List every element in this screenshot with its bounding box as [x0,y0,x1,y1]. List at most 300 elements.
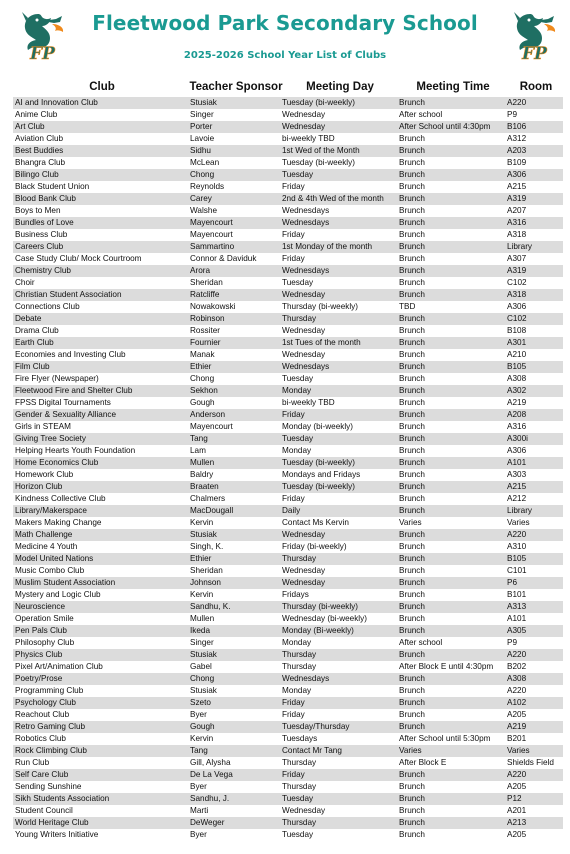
club-name-cell: Home Economics Club [13,457,188,469]
club-name-cell: Bhangra Club [13,157,188,169]
meeting-time-cell: Brunch [397,709,505,721]
meeting-day-cell: Thursday [280,781,397,793]
column-header-club: Club [89,81,115,93]
teacher-sponsor-cell: Rossiter [188,325,280,337]
club-name-cell: Poetry/Prose [13,673,188,685]
room-cell: A312 [505,133,563,145]
club-name-cell: Sikh Students Association [13,793,188,805]
table-row [13,145,563,157]
table-row [13,661,563,673]
table-row [13,781,563,793]
table-row [13,193,563,205]
room-cell: A318 [505,289,563,301]
meeting-time-cell: Varies [397,745,505,757]
club-name-cell: Fire Flyer (Newspaper) [13,373,188,385]
club-name-cell: Art Club [13,121,188,133]
meeting-time-cell: Brunch [397,373,505,385]
meeting-time-cell: Brunch [397,433,505,445]
teacher-sponsor-cell: Anderson [188,409,280,421]
table-row [13,493,563,505]
teacher-sponsor-cell: Sheridan [188,565,280,577]
room-cell: A215 [505,181,563,193]
room-cell: B101 [505,589,563,601]
meeting-day-cell: 2nd & 4th Wed of the month [280,193,397,205]
table-row [13,361,563,373]
club-name-cell: Bilingo Club [13,169,188,181]
meeting-day-cell: 1st Monday of the month [280,241,397,253]
meeting-time-cell: Brunch [397,97,505,109]
table-row [13,577,563,589]
meeting-time-cell: Brunch [397,649,505,661]
teacher-sponsor-cell: Sandhu, J. [188,793,280,805]
svg-text:FP: FP [30,44,55,62]
room-cell: A203 [505,145,563,157]
room-cell: C102 [505,277,563,289]
meeting-day-cell: Tuesday (bi-weekly) [280,457,397,469]
table-row [13,325,563,337]
table-row [13,709,563,721]
club-name-cell: Young Writers Initiative [13,829,188,841]
table-row [13,481,563,493]
teacher-sponsor-cell: Mullen [188,613,280,625]
table-row [13,637,563,649]
meeting-time-cell: Brunch [397,529,505,541]
meeting-time-cell: Brunch [397,793,505,805]
meeting-day-cell: Friday [280,769,397,781]
meeting-time-cell: Brunch [397,157,505,169]
meeting-time-cell: Brunch [397,145,505,157]
club-name-cell: Fleetwood Fire and Shelter Club [13,385,188,397]
svg-text:FP: FP [522,44,547,62]
club-name-cell: Muslim Student Association [13,577,188,589]
table-row [13,565,563,577]
table-row [13,385,563,397]
room-cell: A220 [505,769,563,781]
club-name-cell: Boys to Men [13,205,188,217]
meeting-time-cell: Brunch [397,241,505,253]
meeting-time-cell: Brunch [397,409,505,421]
meeting-time-cell: After School until 4:30pm [397,121,505,133]
meeting-day-cell: Tuesday (bi-weekly) [280,97,397,109]
meeting-day-cell: Monday [280,385,397,397]
meeting-time-cell: Brunch [397,325,505,337]
teacher-sponsor-cell: Gough [188,397,280,409]
teacher-sponsor-cell: Mayencourt [188,421,280,433]
meeting-day-cell: Monday (bi-weekly) [280,421,397,433]
table-row [13,397,563,409]
teacher-sponsor-cell: Chong [188,673,280,685]
room-cell: A220 [505,529,563,541]
table-row [13,337,563,349]
room-cell: A318 [505,229,563,241]
meeting-day-cell: Wednesday [280,349,397,361]
room-cell: A306 [505,169,563,181]
meeting-day-cell: Wednesdays [280,217,397,229]
meeting-day-cell: 1st Wed of the Month [280,145,397,157]
meeting-time-cell: Brunch [397,565,505,577]
meeting-time-cell: Brunch [397,685,505,697]
room-cell: A220 [505,649,563,661]
teacher-sponsor-cell: Kervin [188,733,280,745]
room-cell: A316 [505,421,563,433]
club-name-cell: Debate [13,313,188,325]
meeting-time-cell: Brunch [397,817,505,829]
meeting-day-cell: Tuesday (bi-weekly) [280,157,397,169]
room-cell: A306 [505,445,563,457]
meeting-time-cell: Brunch [397,805,505,817]
meeting-day-cell: Wednesday [280,805,397,817]
club-name-cell: Helping Hearts Youth Foundation [13,445,188,457]
teacher-sponsor-cell: Stusiak [188,685,280,697]
teacher-sponsor-cell: McLean [188,157,280,169]
teacher-sponsor-cell: Nowakowski [188,301,280,313]
teacher-sponsor-cell: Sheridan [188,277,280,289]
meeting-time-cell: Brunch [397,829,505,841]
meeting-time-cell: Brunch [397,385,505,397]
page-subtitle: 2025-2026 School Year List of Clubs [183,50,387,61]
room-cell: B105 [505,361,563,373]
meeting-day-cell: Wednesdays [280,361,397,373]
column-header-day: Meeting Day [306,81,374,93]
club-name-cell: Drama Club [13,325,188,337]
teacher-sponsor-cell: Byer [188,829,280,841]
meeting-time-cell: After school [397,109,505,121]
meeting-day-cell: bi-weekly TBD [280,133,397,145]
club-name-cell: Black Student Union [13,181,188,193]
club-name-cell: Reachout Club [13,709,188,721]
teacher-sponsor-cell: Lavoie [188,133,280,145]
club-name-cell: Math Challenge [13,529,188,541]
table-row [13,589,563,601]
room-cell: A305 [505,625,563,637]
room-cell: A302 [505,385,563,397]
table-row [13,601,563,613]
meeting-day-cell: Thursday (bi-weekly) [280,601,397,613]
meeting-day-cell: Thursday [280,553,397,565]
table-row [13,181,563,193]
meeting-time-cell: Brunch [397,313,505,325]
room-cell: P6 [505,577,563,589]
teacher-sponsor-cell: Chong [188,373,280,385]
club-name-cell: Self Care Club [13,769,188,781]
teacher-sponsor-cell: Johnson [188,577,280,589]
meeting-time-cell: Brunch [397,577,505,589]
room-cell: A205 [505,709,563,721]
table-row [13,301,563,313]
teacher-sponsor-cell: Baldry [188,469,280,481]
club-name-cell: Retro Gaming Club [13,721,188,733]
meeting-time-cell: Brunch [397,181,505,193]
teacher-sponsor-cell: Gill, Alysha [188,757,280,769]
teacher-sponsor-cell: Sandhu, K. [188,601,280,613]
meeting-day-cell: Monday [280,445,397,457]
room-cell: Varies [505,745,563,757]
meeting-time-cell: Brunch [397,445,505,457]
table-row [13,289,563,301]
club-name-cell: Christian Student Association [13,289,188,301]
meeting-time-cell: Brunch [397,253,505,265]
table-row [13,277,563,289]
teacher-sponsor-cell: Szeto [188,697,280,709]
table-row [13,97,563,109]
room-cell: A306 [505,301,563,313]
table-row [13,505,563,517]
room-cell: A301 [505,337,563,349]
table-row [13,409,563,421]
room-cell: A101 [505,457,563,469]
meeting-day-cell: Monday [280,685,397,697]
table-row [13,349,563,361]
meeting-day-cell: Daily [280,505,397,517]
meeting-day-cell: Friday [280,697,397,709]
room-cell: A319 [505,193,563,205]
club-name-cell: Student Council [13,805,188,817]
meeting-day-cell: Wednesday [280,289,397,301]
room-cell: Library [505,241,563,253]
meeting-time-cell: Brunch [397,397,505,409]
club-name-cell: Programming Club [13,685,188,697]
meeting-time-cell: Brunch [397,289,505,301]
meeting-day-cell: Tuesday/Thursday [280,721,397,733]
column-header-time: Meeting Time [416,81,490,93]
room-cell: B105 [505,553,563,565]
meeting-time-cell: Brunch [397,541,505,553]
club-name-cell: Sending Sunshine [13,781,188,793]
teacher-sponsor-cell: Fournier [188,337,280,349]
table-row [13,205,563,217]
meeting-day-cell: Friday (bi-weekly) [280,541,397,553]
meeting-day-cell: Tuesday [280,433,397,445]
club-name-cell: Choir [13,277,188,289]
teacher-sponsor-cell: Mayencourt [188,217,280,229]
club-name-cell: Psychology Club [13,697,188,709]
meeting-day-cell: Friday [280,181,397,193]
room-cell: B202 [505,661,563,673]
room-cell: A210 [505,349,563,361]
room-cell: A316 [505,217,563,229]
teacher-sponsor-cell: Byer [188,781,280,793]
teacher-sponsor-cell: Porter [188,121,280,133]
table-row [13,721,563,733]
room-cell: A215 [505,481,563,493]
club-name-cell: Pen Pals Club [13,625,188,637]
meeting-time-cell: Brunch [397,493,505,505]
room-cell: A212 [505,493,563,505]
table-row [13,265,563,277]
club-name-cell: Girls in STEAM [13,421,188,433]
meeting-day-cell: Tuesday [280,169,397,181]
meeting-day-cell: Wednesday [280,325,397,337]
room-cell: A220 [505,685,563,697]
meeting-time-cell: Brunch [397,505,505,517]
teacher-sponsor-cell: Ikeda [188,625,280,637]
club-name-cell: Bundles of Love [13,217,188,229]
meeting-day-cell: 1st Tues of the month [280,337,397,349]
table-row [13,217,563,229]
teacher-sponsor-cell: Ratcliffe [188,289,280,301]
room-cell: B201 [505,733,563,745]
room-cell: Varies [505,517,563,529]
meeting-day-cell: Tuesday [280,373,397,385]
table-row [13,313,563,325]
meeting-time-cell: Brunch [397,337,505,349]
meeting-day-cell: Thursday [280,757,397,769]
club-name-cell: Economies and Investing Club [13,349,188,361]
teacher-sponsor-cell: Reynolds [188,181,280,193]
room-cell: A205 [505,829,563,841]
meeting-day-cell: Friday [280,253,397,265]
meeting-day-cell: Contact Ms Kervin [280,517,397,529]
meeting-time-cell: Varies [397,517,505,529]
meeting-day-cell: Thursday [280,817,397,829]
teacher-sponsor-cell: Connor & Daviduk [188,253,280,265]
meeting-day-cell: Tuesday [280,829,397,841]
room-cell: A308 [505,373,563,385]
meeting-time-cell: After Block E [397,757,505,769]
table-row [13,121,563,133]
room-cell: A313 [505,601,563,613]
teacher-sponsor-cell: Mullen [188,457,280,469]
meeting-day-cell: Friday [280,709,397,721]
teacher-sponsor-cell: MacDougall [188,505,280,517]
table-row [13,613,563,625]
table-row [13,229,563,241]
club-name-cell: Philosophy Club [13,637,188,649]
meeting-time-cell: Brunch [397,361,505,373]
column-header-sponsor: Teacher Sponsor [189,81,283,93]
room-cell: A308 [505,673,563,685]
table-row [13,433,563,445]
table-row [13,541,563,553]
meeting-time-cell: Brunch [397,673,505,685]
table-row [13,169,563,181]
meeting-day-cell: Friday [280,493,397,505]
table-row [13,517,563,529]
table-row [13,253,563,265]
club-name-cell: Chemistry Club [13,265,188,277]
teacher-sponsor-cell: Marti [188,805,280,817]
meeting-day-cell: Wednesday [280,529,397,541]
room-cell: A220 [505,97,563,109]
meeting-time-cell: After school [397,637,505,649]
club-name-cell: Robotics Club [13,733,188,745]
room-cell: P9 [505,109,563,121]
teacher-sponsor-cell: Singer [188,109,280,121]
club-name-cell: Model United Nations [13,553,188,565]
teacher-sponsor-cell: Mayencourt [188,229,280,241]
club-name-cell: Anime Club [13,109,188,121]
club-name-cell: Connections Club [13,301,188,313]
meeting-time-cell: Brunch [397,721,505,733]
club-name-cell: Giving Tree Society [13,433,188,445]
table-row [13,793,563,805]
club-name-cell: Music Combo Club [13,565,188,577]
room-cell: A207 [505,205,563,217]
meeting-time-cell: Brunch [397,589,505,601]
teacher-sponsor-cell: Braaten [188,481,280,493]
meeting-day-cell: Thursday [280,313,397,325]
teacher-sponsor-cell: Kervin [188,589,280,601]
meeting-time-cell: Brunch [397,421,505,433]
table-row [13,421,563,433]
club-name-cell: Blood Bank Club [13,193,188,205]
teacher-sponsor-cell: DeWeger [188,817,280,829]
meeting-time-cell: Brunch [397,349,505,361]
table-row [13,133,563,145]
club-name-cell: World Heritage Club [13,817,188,829]
table-row [13,733,563,745]
teacher-sponsor-cell: Chalmers [188,493,280,505]
room-cell: A300i [505,433,563,445]
club-name-cell: Run Club [13,757,188,769]
meeting-day-cell: Friday [280,229,397,241]
teacher-sponsor-cell: Kervin [188,517,280,529]
teacher-sponsor-cell: Singh, K. [188,541,280,553]
meeting-time-cell: Brunch [397,625,505,637]
room-cell: Shields Field [505,757,563,769]
teacher-sponsor-cell: Sidhu [188,145,280,157]
page-title: Fleetwood Park Secondary School [92,11,478,35]
club-name-cell: Gender & Sexuality Alliance [13,409,188,421]
teacher-sponsor-cell: Carey [188,193,280,205]
table-row [13,769,563,781]
teacher-sponsor-cell: Byer [188,709,280,721]
club-name-cell: Medicine 4 Youth [13,541,188,553]
meeting-day-cell: Wednesdays [280,265,397,277]
meeting-time-cell: After School until 5:30pm [397,733,505,745]
room-cell: A307 [505,253,563,265]
meeting-day-cell: Mondays and Fridays [280,469,397,481]
meeting-time-cell: Brunch [397,277,505,289]
meeting-day-cell: Thursday (bi-weekly) [280,301,397,313]
table-row [13,553,563,565]
meeting-time-cell: Brunch [397,601,505,613]
table-row [13,157,563,169]
club-name-cell: Makers Making Change [13,517,188,529]
meeting-time-cell: Brunch [397,553,505,565]
room-cell: B108 [505,325,563,337]
meeting-day-cell: Tuesday [280,793,397,805]
teacher-sponsor-cell: Stusiak [188,97,280,109]
club-name-cell: Business Club [13,229,188,241]
table-row [13,109,563,121]
room-cell: A219 [505,397,563,409]
meeting-day-cell: Thursday [280,649,397,661]
meeting-day-cell: Wednesday [280,577,397,589]
room-cell: B106 [505,121,563,133]
room-cell: C102 [505,313,563,325]
meeting-time-cell: Brunch [397,217,505,229]
club-name-cell: Neuroscience [13,601,188,613]
teacher-sponsor-cell: Walshe [188,205,280,217]
room-cell: A310 [505,541,563,553]
meeting-day-cell: Monday (Bi-weekly) [280,625,397,637]
teacher-sponsor-cell: De La Vega [188,769,280,781]
teacher-sponsor-cell: Ethier [188,553,280,565]
meeting-day-cell: bi-weekly TBD [280,397,397,409]
room-cell: Library [505,505,563,517]
teacher-sponsor-cell: Singer [188,637,280,649]
teacher-sponsor-cell: Stusiak [188,529,280,541]
meeting-time-cell: Brunch [397,205,505,217]
meeting-day-cell: Tuesdays [280,733,397,745]
teacher-sponsor-cell: Stusiak [188,649,280,661]
club-name-cell: Aviation Club [13,133,188,145]
meeting-day-cell: Contact Mr Tang [280,745,397,757]
club-name-cell: AI and Innovation Club [13,97,188,109]
meeting-day-cell: Wednesday [280,565,397,577]
meeting-time-cell: Brunch [397,133,505,145]
